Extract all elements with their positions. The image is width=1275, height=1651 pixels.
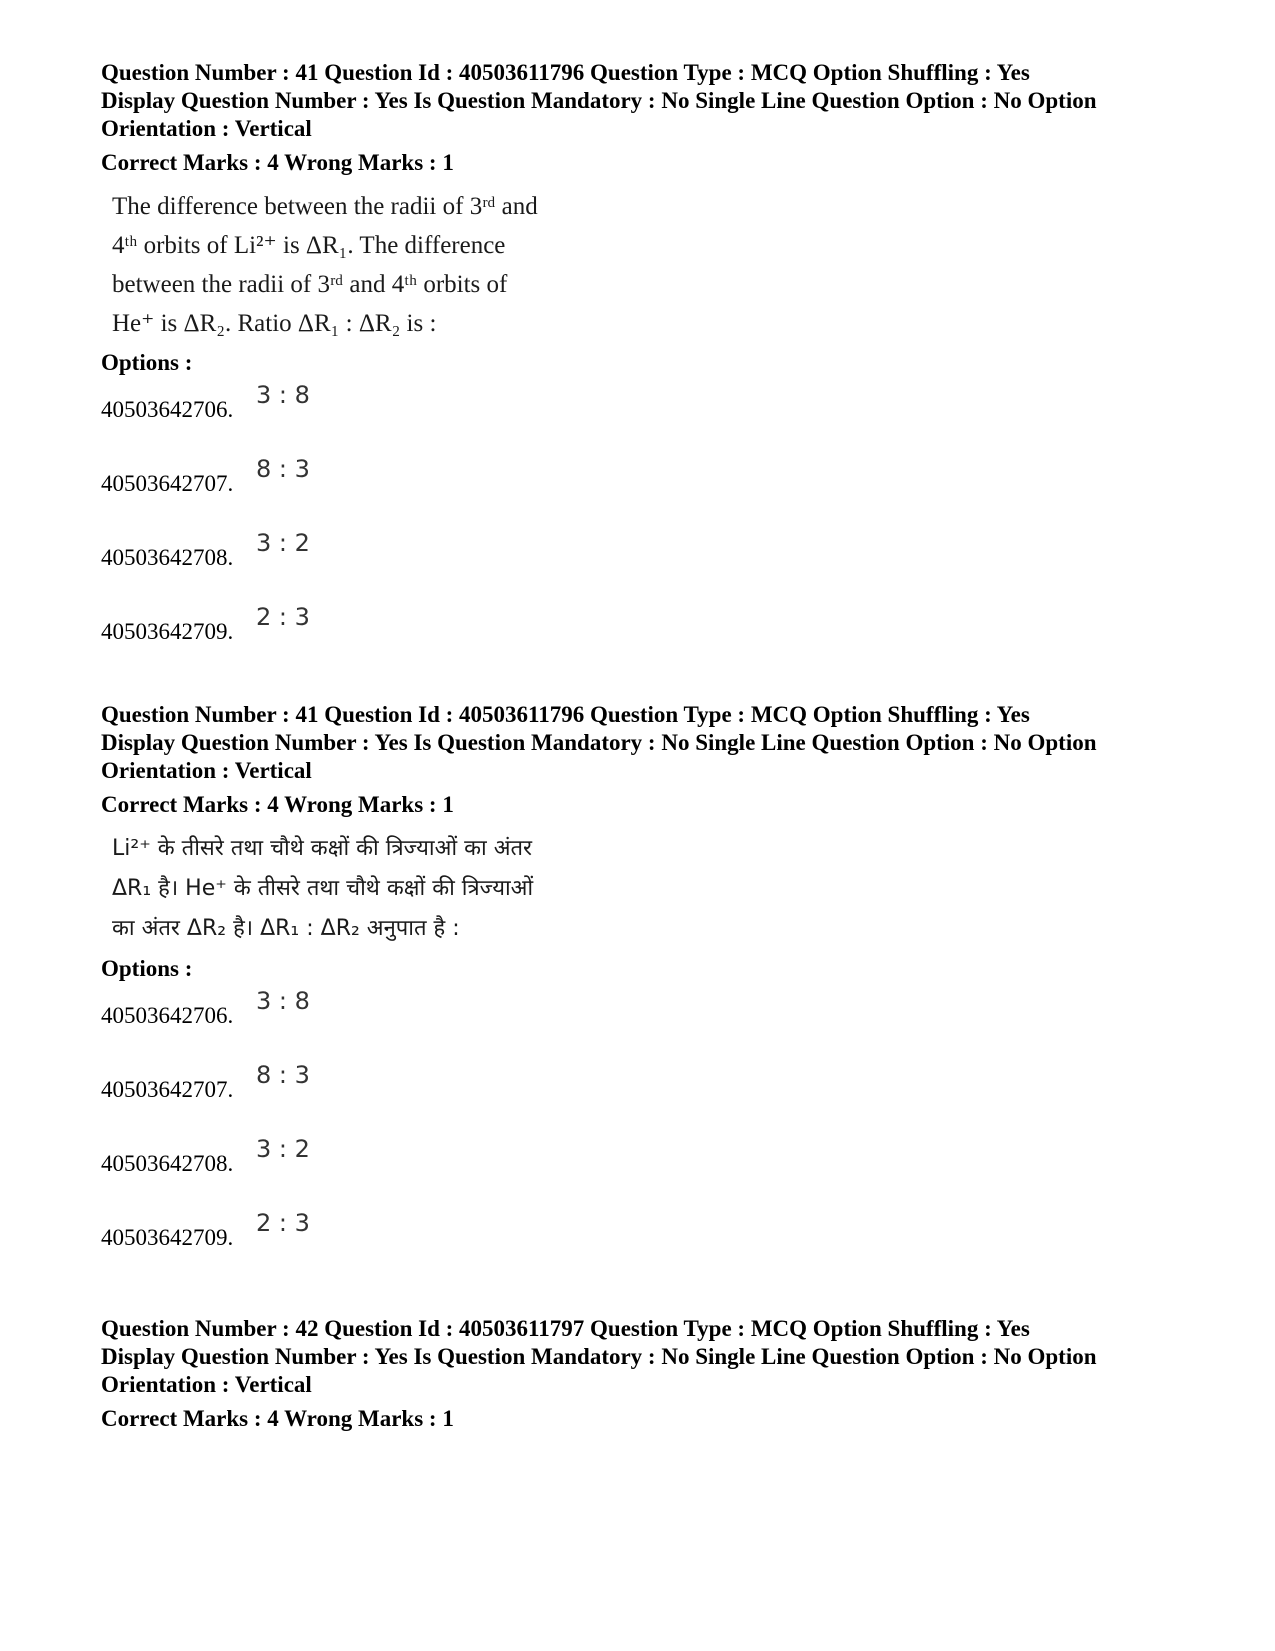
option-item xyxy=(101,983,1221,1057)
option-item xyxy=(101,525,1221,599)
option-value: 8 : 3 xyxy=(256,1061,310,1089)
option-value: 3 : 2 xyxy=(256,1135,310,1163)
question-meta-line: Display Question Number : Yes Is Question Mandatory : No Single Line Question Option : No Option xyxy=(101,88,1097,113)
option-item xyxy=(101,1205,1221,1279)
option-item xyxy=(101,599,1221,673)
question-text-line: 4ᵗʰ orbits of Li²⁺ is ΔR₁. The difference xyxy=(112,232,506,259)
option-id: 40503642709. xyxy=(101,1225,234,1250)
question-text-line: He⁺ is ΔR₂. Ratio ΔR₁ : ΔR₂ is : xyxy=(112,310,437,337)
option-item xyxy=(101,451,1221,525)
option-id: 40503642708. xyxy=(101,1151,234,1176)
option-value: 8 : 3 xyxy=(256,455,310,483)
option-id: 40503642708. xyxy=(101,545,234,570)
option-value: 3 : 8 xyxy=(256,987,310,1015)
option-value: 2 : 3 xyxy=(256,603,310,631)
question-marks: Correct Marks : 4 Wrong Marks : 1 xyxy=(101,1406,454,1431)
question-meta-line: Display Question Number : Yes Is Question Mandatory : No Single Line Question Option : No Option xyxy=(101,730,1097,755)
question-meta-line: Orientation : Vertical xyxy=(101,116,312,141)
question-meta-line: Orientation : Vertical xyxy=(101,758,312,783)
question-text-line: The difference between the radii of 3ʳᵈ and xyxy=(112,193,538,220)
question-meta-line: Question Number : 41 Question Id : 40503611796 Question Type : MCQ Option Shuffling : Yes xyxy=(101,702,1030,727)
question-text xyxy=(101,829,632,949)
options-label: Options : xyxy=(101,956,193,981)
option-item xyxy=(101,377,1221,451)
question-meta-line: Orientation : Vertical xyxy=(101,1372,312,1397)
option-item xyxy=(101,1131,1221,1205)
option-value: 2 : 3 xyxy=(256,1209,310,1237)
option-id: 40503642706. xyxy=(101,1003,234,1028)
options-label: Options : xyxy=(101,350,193,375)
question-block-41-hi xyxy=(101,701,1221,1279)
question-block-41-en xyxy=(101,59,1221,673)
question-text-line: ΔR₁ है। He⁺ के तीसरे तथा चौथे कक्षों की त्रिज्याओं xyxy=(112,876,534,901)
question-text xyxy=(101,187,632,343)
question-marks: Correct Marks : 4 Wrong Marks : 1 xyxy=(101,150,454,175)
question-text-line: का अंतर ΔR₂ है। ΔR₁ : ΔR₂ अनुपात है : xyxy=(112,916,460,941)
question-marks: Correct Marks : 4 Wrong Marks : 1 xyxy=(101,792,454,817)
question-text-line: between the radii of 3ʳᵈ and 4ᵗʰ orbits of xyxy=(112,271,508,298)
option-id: 40503642706. xyxy=(101,397,234,422)
option-id: 40503642707. xyxy=(101,1077,234,1102)
question-text-line: Li²⁺ के तीसरे तथा चौथे कक्षों की त्रिज्याओं का अंतर xyxy=(112,836,533,861)
option-value: 3 : 2 xyxy=(256,529,310,557)
question-meta-line: Question Number : 41 Question Id : 40503611796 Question Type : MCQ Option Shuffling : Yes xyxy=(101,60,1030,85)
question-block-42 xyxy=(101,1315,1221,1433)
option-value: 3 : 8 xyxy=(256,381,310,409)
option-id: 40503642707. xyxy=(101,471,234,496)
question-meta-line: Display Question Number : Yes Is Question Mandatory : No Single Line Question Option : No Option xyxy=(101,1344,1097,1369)
question-meta-line: Question Number : 42 Question Id : 40503611797 Question Type : MCQ Option Shuffling : Yes xyxy=(101,1316,1030,1341)
option-item xyxy=(101,1057,1221,1131)
option-id: 40503642709. xyxy=(101,619,234,644)
